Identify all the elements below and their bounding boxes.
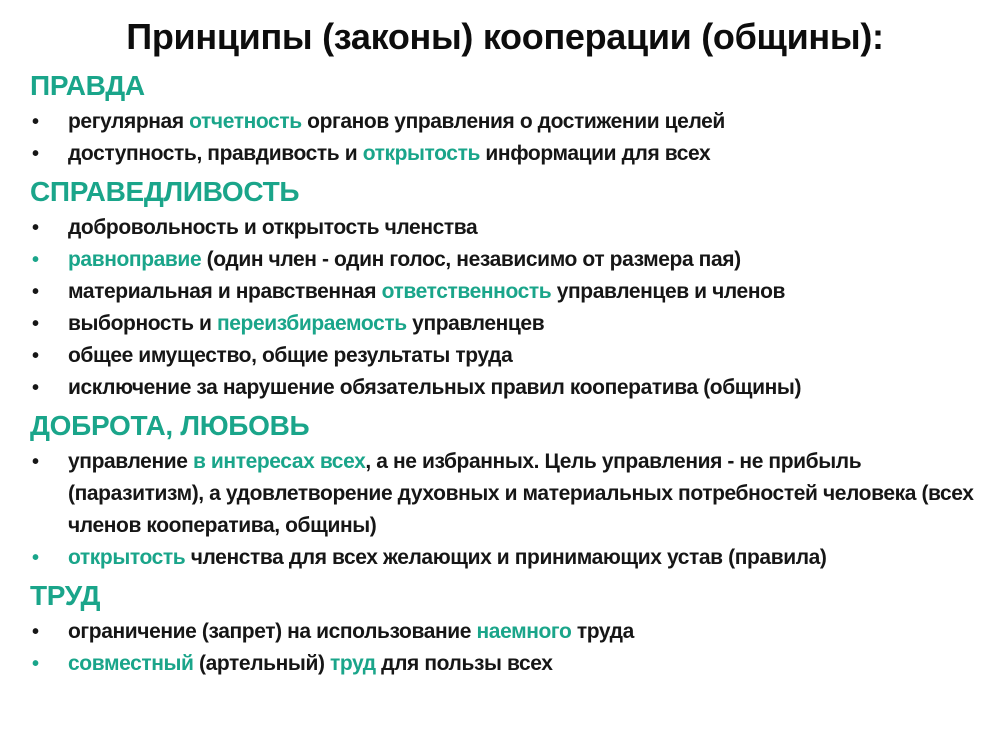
list-item (30, 446, 980, 542)
list-item (30, 648, 980, 680)
item-text: труда (571, 620, 634, 643)
item-text: регулярная (68, 110, 190, 133)
item-text: управление (68, 450, 193, 473)
principle-section (30, 70, 980, 170)
item-text: (артельный) (193, 652, 331, 675)
bullet-icon: • (32, 345, 39, 367)
list-item (30, 212, 980, 244)
section-items (30, 106, 980, 170)
bullet-icon: • (32, 653, 39, 675)
highlighted-term: в интересах всех (192, 450, 366, 473)
list-item (30, 308, 980, 340)
bullet-icon: • (32, 377, 39, 399)
bullet-icon: • (32, 621, 39, 643)
item-text: доступность, правдивость и (68, 142, 363, 165)
section-heading: ДОБРОТА, ЛЮБОВЬ (30, 410, 310, 441)
section-items (30, 616, 980, 680)
section-items (30, 212, 980, 404)
bullet-icon: • (32, 547, 39, 569)
item-text: информации для всех (479, 142, 711, 165)
item-text: выборность и (68, 312, 217, 335)
item-text: органов управления о достижении целей (301, 110, 725, 133)
list-item (30, 106, 980, 138)
list-item (30, 340, 980, 372)
item-text: общее имущество, общие результаты труда (68, 344, 513, 367)
document-title: Принципы (законы) кооперации (общины): (126, 16, 884, 57)
section-heading: ПРАВДА (30, 70, 145, 101)
highlighted-term: равноправие (68, 248, 202, 271)
list-item (30, 616, 980, 648)
item-text: , а не избранных. Цель управления - не прибыль (паразитизм), а удовлетворение духовных и материальных потребностей человека (всех членов кооператива, общины) (68, 450, 974, 537)
bullet-icon: • (32, 249, 39, 271)
section-heading: СПРАВЕДЛИВОСТЬ (30, 176, 300, 207)
highlighted-term: отчетность (189, 110, 302, 133)
item-text: управленцев и членов (551, 280, 786, 303)
list-item (30, 244, 980, 276)
bullet-icon: • (32, 313, 39, 335)
principles-list (30, 70, 980, 680)
list-item (30, 138, 980, 170)
highlighted-term: совместный (68, 652, 194, 675)
highlighted-term: открытость (362, 142, 480, 165)
highlighted-term: переизбираемость (216, 312, 407, 335)
bullet-icon: • (32, 111, 39, 133)
principle-section (30, 410, 980, 574)
section-items (30, 446, 980, 574)
list-item (30, 276, 980, 308)
item-text: материальная и нравственная (68, 280, 382, 303)
highlighted-term: наемного (476, 620, 572, 643)
list-item (30, 372, 980, 404)
principle-section (30, 580, 980, 680)
section-heading: ТРУД (30, 580, 101, 611)
item-text: добровольность и открытость членства (68, 216, 478, 239)
highlighted-term: ответственность (381, 280, 552, 303)
highlighted-term: труд (330, 652, 376, 675)
list-item (30, 542, 980, 574)
item-text: ограничение (запрет) на использование (68, 620, 477, 643)
bullet-icon: • (32, 451, 39, 473)
item-text: управленцев (406, 312, 545, 335)
highlighted-term: открытость (68, 546, 186, 569)
item-text: (один член - один голос, независимо от размера пая) (201, 248, 741, 271)
item-text: членства для всех желающих и принимающих устав (правила) (185, 546, 827, 569)
bullet-icon: • (32, 217, 39, 239)
bullet-icon: • (32, 143, 39, 165)
item-text: исключение за нарушение обязательных правил кооператива (общины) (68, 376, 802, 399)
item-text: для пользы всех (375, 652, 553, 675)
principle-section (30, 176, 980, 404)
bullet-icon: • (32, 281, 39, 303)
